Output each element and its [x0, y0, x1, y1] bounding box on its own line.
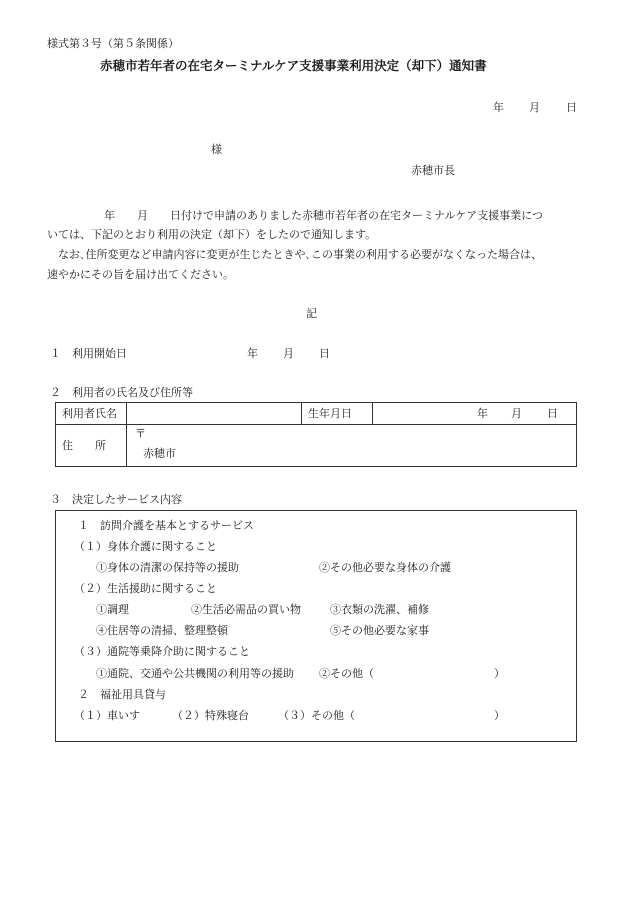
- service-content-box: [55, 510, 577, 742]
- body-line-1: 年 月 日付けで申請のありました赤穂市若年者の在宅ターミナルケア支援事業につ: [104, 209, 544, 222]
- body-line-3: なお､住所変更など申請内容に変更が生じたときや､この事業の利用する必要がなくなった場合は、: [58, 248, 542, 261]
- service-item: ①身体の清潔の保持等の援助: [96, 561, 239, 574]
- welfare-item: （１）車いす: [74, 709, 140, 722]
- address-city: 赤穂市: [143, 446, 176, 460]
- service-item: ⑤その他必要な家事: [330, 624, 429, 637]
- service-item: ①通院、交通や公共機関の利用等の援助: [96, 667, 294, 680]
- addressee-suffix: 様: [211, 143, 222, 156]
- service-item: ②その他（: [319, 667, 374, 680]
- body-line-2: いては、下記のとおり利用の決定（却下）をしたので通知します。: [47, 228, 377, 241]
- section-2-heading: ２ 利用者の氏名及び住所等: [50, 386, 193, 399]
- sender-name: 赤穂市長: [411, 164, 455, 177]
- form-number: 様式第３号（第５条関係）: [47, 37, 179, 50]
- name-value: [127, 403, 302, 425]
- service-item: ①調理: [96, 603, 129, 616]
- service-group-1: （１）身体介護に関すること: [74, 540, 217, 553]
- welfare-item: （２）特殊寝台: [172, 709, 249, 722]
- paren-close: ）: [494, 709, 505, 722]
- document-title: 赤穂市若年者の在宅ターミナルケア支援事業利用決定（却下）通知書: [100, 58, 487, 73]
- service-item: ③衣類の洗濯、補修: [330, 603, 429, 616]
- postal-mark: 〒: [135, 427, 146, 440]
- birth-value: 年 月 日: [373, 403, 577, 425]
- user-info-table: [55, 402, 577, 467]
- address-label: 住 所: [56, 425, 127, 467]
- name-label: 利用者氏名: [56, 403, 127, 425]
- service-heading-1: １ 訪問介護を基本とするサービス: [78, 519, 254, 532]
- service-item: ②その他必要な身体の介護: [319, 561, 451, 574]
- address-value: [127, 425, 577, 467]
- body-line-4: 速やかにその旨を届け出てください。: [47, 268, 234, 281]
- service-group-3: （３）通院等乗降介助に関すること: [74, 645, 250, 658]
- service-heading-2: ２ 福祉用具貸与: [78, 688, 166, 701]
- service-group-2: （２）生活援助に関すること: [74, 582, 217, 595]
- service-item: ④住居等の清掃、整理整頓: [96, 624, 228, 637]
- ki-heading: 記: [306, 307, 317, 320]
- welfare-item: （３）その他（: [278, 709, 355, 722]
- paren-close: ）: [494, 667, 505, 680]
- service-item: ②生活必需品の買い物: [191, 603, 301, 616]
- birth-label: 生年月日: [302, 403, 373, 425]
- section-3-heading: ３ 決定したサービス内容: [50, 493, 182, 506]
